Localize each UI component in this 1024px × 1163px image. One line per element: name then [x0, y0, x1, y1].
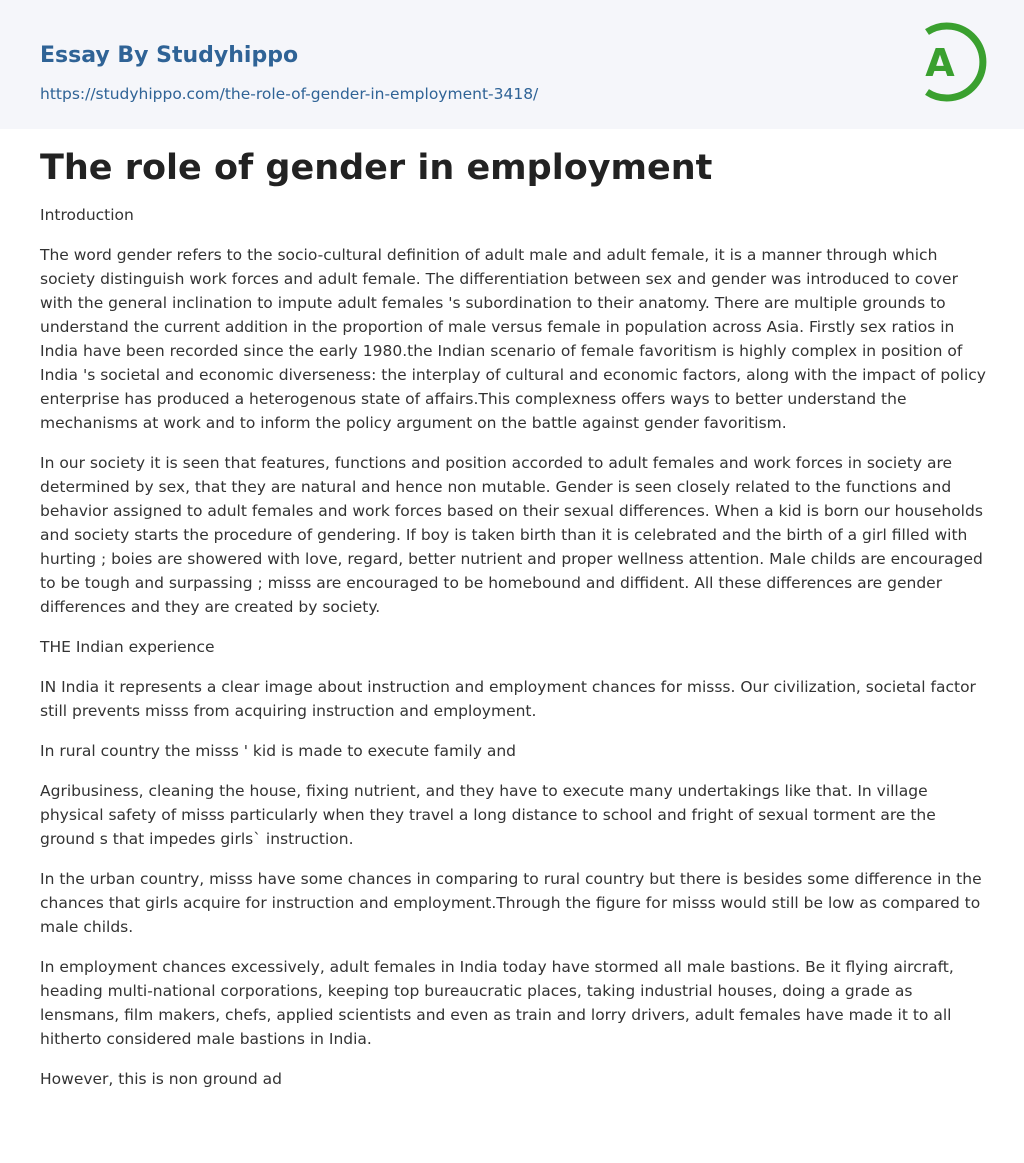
studyhippo-a-logo-icon[interactable] [910, 18, 988, 106]
essay-title: The role of gender in employment [40, 148, 713, 188]
essay-paragraph: IN India it represents a clear image about instruction and employment chances for misss. Our civilization, societal factor still prevents misss from acquiring instruction and employment. [40, 678, 976, 720]
essay-content [40, 129, 986, 1091]
essay-paragraph: The word gender refers to the socio-cultural definition of adult male and adult female, it is a manner through which society distinguish work forces and adult female. The differentiation between sex and gender was introduced to cover with the general inclination to impute adult females 's subordination to their anatomy. There are multiple grounds to understand the current addition in the proportion of male versus female in population across Asia. Firstly sex ratios in India have been recorded since the early 1980.the Indian scenario of female favoritism is highly complex in position of India 's societal and economic diverseness: the interplay of cultural and economic factors, along with the impact of policy enterprise has produced a heterogenous state of affairs.This complexness offers ways to better understand the mechanisms at work and to inform the policy argument on the battle against gender favoritism. [40, 246, 986, 432]
section-heading-introduction: Introduction [40, 206, 134, 224]
essay-paragraph: In the urban country, misss have some chances in comparing to rural country but there is besides some difference in the chances that girls acquire for instruction and employment.Through the figure for misss would still be low as compared to male childs. [40, 870, 982, 936]
essay-paragraph: Agribusiness, cleaning the house, fixing nutrient, and they have to execute many undertakings like that. In village physical safety of misss particularly when they travel a long distance to school and fright of sexual torment are the ground s that impedes girls` instruction. [40, 782, 936, 848]
site-title[interactable]: Essay By Studyhippo [40, 43, 299, 68]
section-heading-indian-experience: THE Indian experience [40, 638, 215, 656]
essay-paragraph: In employment chances excessively, adult females in India today have stormed all male bastions. Be it flying aircraft, heading multi-national corporations, keeping top bureaucratic places, taking industrial houses, doing a grade as lensmans, film makers, chefs, applied scientists and even as train and lorry drivers, adult females have made it to all hitherto considered male bastions in India. [40, 958, 954, 1048]
site-header [0, 0, 1024, 129]
essay-url-link[interactable]: https://studyhippo.com/the-role-of-gender-in-employment-3418/ [40, 85, 539, 103]
logo-letter: A [925, 41, 955, 85]
essay-paragraph: In rural country the misss ' kid is made to execute family and [40, 742, 516, 760]
essay-paragraph: In our society it is seen that features, functions and position accorded to adult females and work forces in society are determined by sex, that they are natural and hence non mutable. Gender is seen closely related to the functions and behavior assigned to adult females and work forces based on their sexual differences. When a kid is born our households and society starts the procedure of gendering. If boy is taken birth than it is celebrated and the birth of a girl filled with hurting ; boies are showered with love, regard, better nutrient and proper wellness attention. Male childs are encouraged to be tough and surpassing ; misss are encouraged to be homebound and diffident. All these differences are gender differences and they are created by society. [40, 454, 983, 616]
essay-paragraph-truncated: However, this is non ground ad [40, 1070, 282, 1088]
